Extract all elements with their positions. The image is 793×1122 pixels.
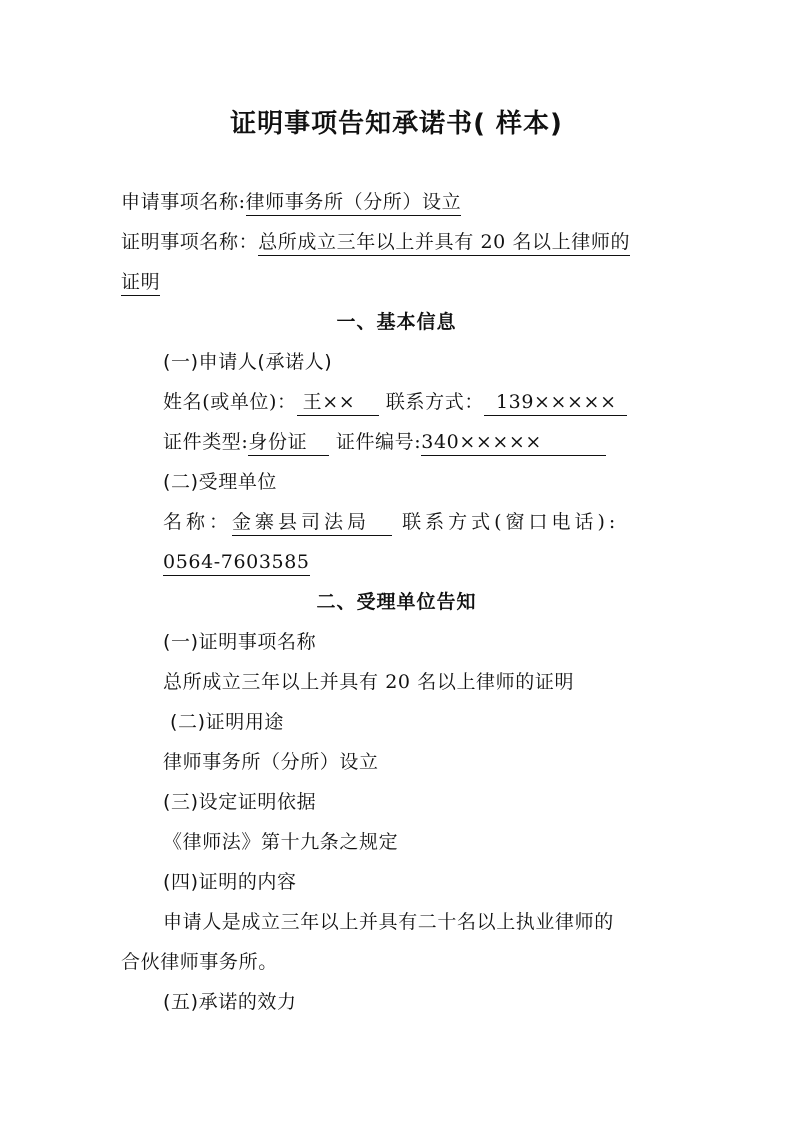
unit-name-value: 金寨县司法局 — [232, 510, 392, 536]
section-basic-info-title: 一、基本信息 — [336, 311, 457, 333]
unit-phone: 0564-7603585 — [163, 550, 310, 576]
unit-phone-line — [163, 550, 310, 576]
proof-item-line-2 — [121, 270, 160, 296]
document-title: 证明事项告知承诺书( 样本) — [230, 109, 563, 139]
notice-item-heading: (四)证明的内容 — [163, 871, 297, 893]
notice-item-body: 申请人是成立三年以上并具有二十名以上执业律师的 — [163, 911, 614, 933]
proof-item-value: 总所成立三年以上并具有 20 名以上律师的 — [258, 230, 630, 256]
apply-item-line — [121, 190, 461, 216]
applicant-name-label: 姓名(或单位)： — [163, 391, 297, 413]
apply-item-label: 申请事项名称: — [121, 191, 246, 213]
accepting-unit-heading: (二)受理单位 — [163, 471, 278, 493]
notice-item-heading: (五)承诺的效力 — [163, 991, 297, 1013]
unit-name-label: 名称： — [163, 511, 233, 533]
proof-item-label: 证明事项名称： — [121, 231, 259, 253]
id-number-value: 340××××× — [421, 430, 606, 456]
id-number-label: 证件编号: — [335, 431, 422, 453]
applicant-contact-value: 139××××× — [484, 390, 627, 416]
unit-contact-label: 联系方式(窗口电话): — [402, 511, 620, 533]
notice-item-heading: (二)证明用途 — [170, 711, 285, 733]
applicant-name-line — [163, 390, 627, 416]
id-type-label: 证件类型: — [163, 431, 249, 453]
section-notice-title: 二、受理单位告知 — [316, 591, 477, 613]
notice-item-body: 律师事务所（分所）设立 — [163, 751, 379, 773]
notice-item-body: 《律师法》第十九条之规定 — [163, 831, 399, 853]
notice-item-heading: (三)设定证明依据 — [163, 791, 317, 813]
id-type-value: 身份证 — [248, 430, 329, 456]
proof-item-line — [121, 230, 630, 256]
accepting-unit-line — [163, 510, 619, 536]
applicant-contact-label: 联系方式： — [385, 391, 484, 413]
notice-item-body-cont: 合伙律师事务所。 — [121, 951, 278, 973]
apply-item-value: 律师事务所（分所）设立 — [246, 190, 462, 216]
applicant-id-line — [163, 430, 606, 456]
notice-item-heading: (一)证明事项名称 — [163, 631, 317, 653]
applicant-heading: (一)申请人(承诺人) — [163, 351, 333, 373]
proof-item-value-cont: 证明 — [121, 270, 160, 296]
applicant-name-value: 王×× — [297, 390, 380, 416]
notice-item-body: 总所成立三年以上并具有 20 名以上律师的证明 — [163, 671, 575, 693]
